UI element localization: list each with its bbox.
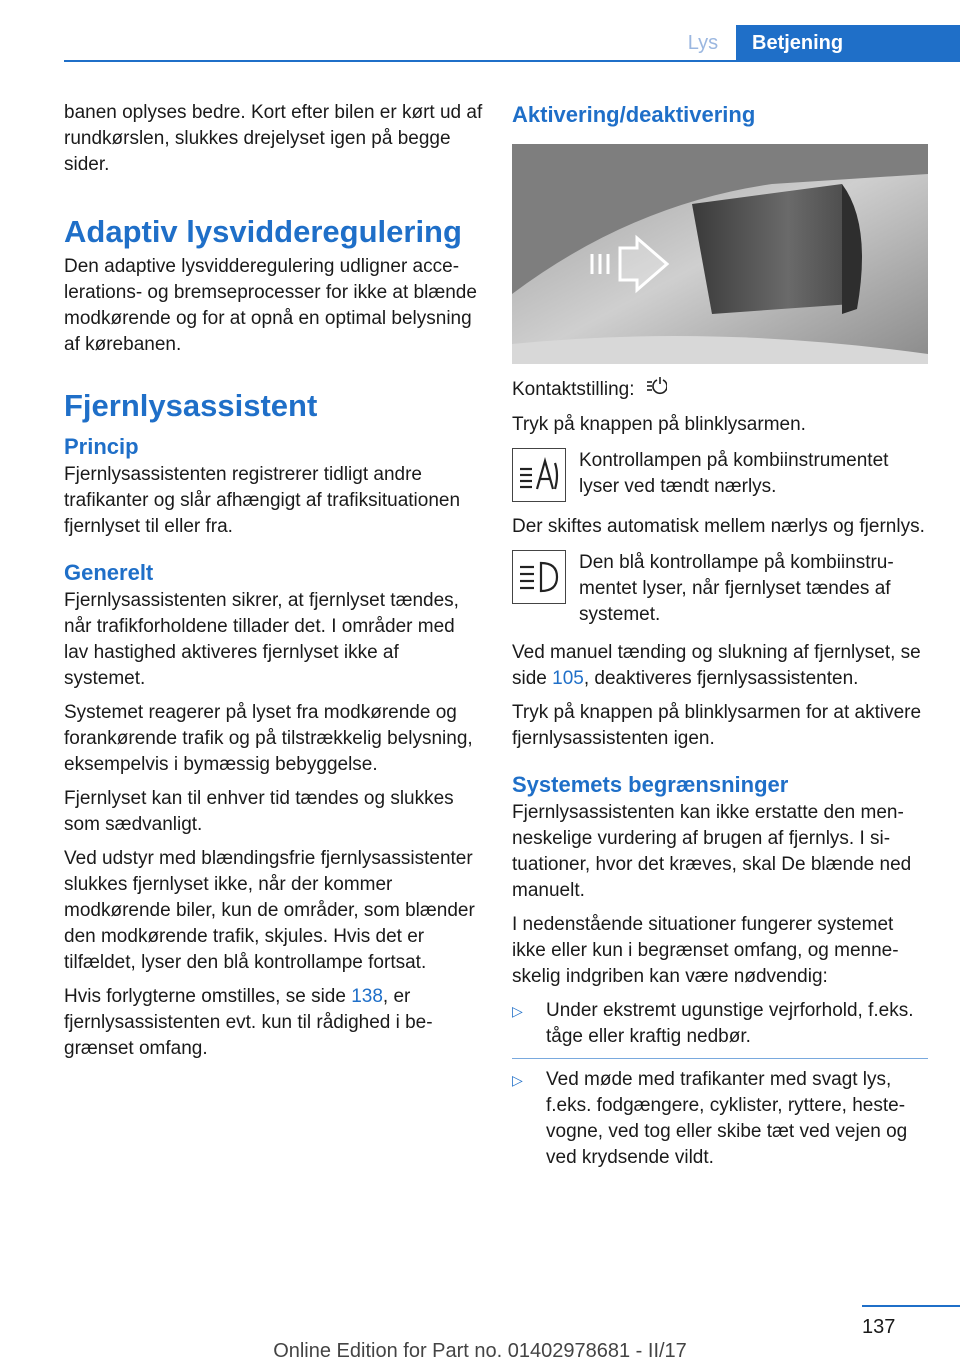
paragraph-ctrl-2: Den blå kontrollampe på kombiinstrumentet lyser, når fjernlyset tændes af systemet.	[579, 552, 894, 625]
paragraph-begr-1: Fjernlysassistenten kan ikke erstatte den menneskelige vurdering af brugen af fjernlys. I situationer, hvor det kræves, skal De blænde ned manuelt.	[512, 802, 912, 901]
text-part: Hvis forlygterne omstilles, se side	[64, 986, 352, 1007]
heading-generelt: Generelt	[64, 560, 154, 585]
left-column	[64, 100, 484, 1070]
heading-begraensninger: Systemets begrænsninger	[512, 772, 789, 797]
high-beam-icon	[512, 550, 566, 604]
text-part: , er fjernlysassistenten evt. kun til rådighed i begrænset omfang.	[64, 986, 433, 1059]
footer-rule	[862, 1305, 960, 1307]
control-lamp-row-2	[512, 550, 928, 628]
triangle-bullet-icon: ▷	[512, 1072, 523, 1088]
ignition-icon	[645, 376, 667, 404]
text-part: Ved manuel tænding og slukning af fjernlyset, se side	[512, 642, 921, 689]
turn-signal-lever-photo	[512, 144, 928, 364]
list-item-text: Ved møde med trafikanter med svagt lys, f.eks. fodgængere, cyklister, ryttere, hestevogne, ved tog eller skibe tæt ved vejen og ved krydsende vildt.	[546, 1069, 908, 1168]
paragraph-generelt-5	[64, 984, 484, 1062]
list-divider	[512, 1058, 928, 1059]
right-column	[512, 100, 928, 1179]
paragraph-ctrl-1: Kontrollampen på kombiinstrumentet lyser ved tændt nærlys.	[579, 450, 889, 497]
kontaktstilling	[512, 376, 928, 404]
paragraph-adaptiv: Den adaptive lysvidderegulering udligner accelerations- og bremseprocesser for ikke at blænde modkørende og for at opnå en optimal belysning af kørebanen.	[64, 256, 477, 355]
list-item-text: Under ekstremt ugunstige vejrforhold, f.eks. tåge eller kraftig nedbør.	[546, 1000, 914, 1047]
page-number: 137	[862, 1316, 896, 1338]
limitation-list	[512, 998, 928, 1171]
paragraph-generelt-3: Fjernlyset kan til enhver tid tændes og slukkes som sædvanligt.	[64, 788, 454, 835]
control-lamp-row-1	[512, 448, 928, 502]
list-item	[512, 1067, 928, 1171]
lever-illustration	[512, 144, 928, 364]
paragraph-intro: banen oplyses bedre. Kort efter bilen er kørt ud af rundkørslen, slukkes drejelyset igen på begge sider.	[64, 102, 483, 175]
paragraph-princip: Fjernlysassistenten registrerer tidligt andre trafikanter og slår afhængigt af trafiksituationen fjernlyset til eller fra.	[64, 464, 461, 537]
heading-aktivering: Aktivering/deaktivering	[512, 102, 756, 127]
heading-fjernlysassistent: Fjernlysassistent	[64, 388, 318, 423]
edition-footer: Online Edition for Part no. 01402978681 - II/17	[273, 1340, 687, 1362]
heading-adaptiv: Adaptiv lysvidderegulering	[64, 214, 462, 249]
text-part: , deaktiveres fjernlysassistenten.	[583, 668, 859, 689]
heading-princip: Princip	[64, 434, 139, 459]
auto-high-beam-icon	[512, 448, 566, 502]
paragraph-begr-2: I nedenstående situationer fungerer systemet ikke eller kun i begrænset omfang, og menneskelig indgriben kan være nødvendig:	[512, 914, 899, 987]
page-link-105[interactable]: 105	[552, 668, 584, 689]
triangle-bullet-icon: ▷	[512, 1003, 523, 1019]
paragraph-tryk-1: Tryk på knappen på blinklysarmen.	[512, 414, 806, 435]
kontakt-label: Kontaktstilling:	[512, 379, 635, 401]
tab-betjening[interactable]: Betjening	[736, 25, 960, 62]
page-link-138[interactable]: 138	[351, 986, 383, 1007]
paragraph-tryk-2: Tryk på knappen på blinklysarmen for at aktivere fjernlysassistenten igen.	[512, 702, 922, 749]
paragraph-generelt-2: Systemet reagerer på lyset fra modkørende og forankørende trafik og på tilstrækkelig belysning, eksempelvis i bymæssig bebyggelse.	[64, 702, 473, 775]
paragraph-generelt-1: Fjernlysassistenten sikrer, at fjernlyset tændes, når trafikforholdene tillader det. I områder med lav hastighed aktiveres fjernlyset ikke af systemet.	[64, 590, 459, 689]
list-item	[512, 998, 928, 1050]
paragraph-generelt-4: Ved udstyr med blændingsfrie fjernlysassistenter slukkes fjernlyset ikke, når der kommer modkørende biler, kun de områder, som blænder den modkørende trafik, skjules. Hvis det er tilfældet, lyser den blå kontrollampe fortsat.	[64, 848, 475, 973]
tab-lys[interactable]: Lys	[687, 32, 719, 54]
paragraph-manuel	[512, 640, 928, 692]
paragraph-skift: Der skiftes automatisk mellem nærlys og fjernlys.	[512, 516, 925, 537]
